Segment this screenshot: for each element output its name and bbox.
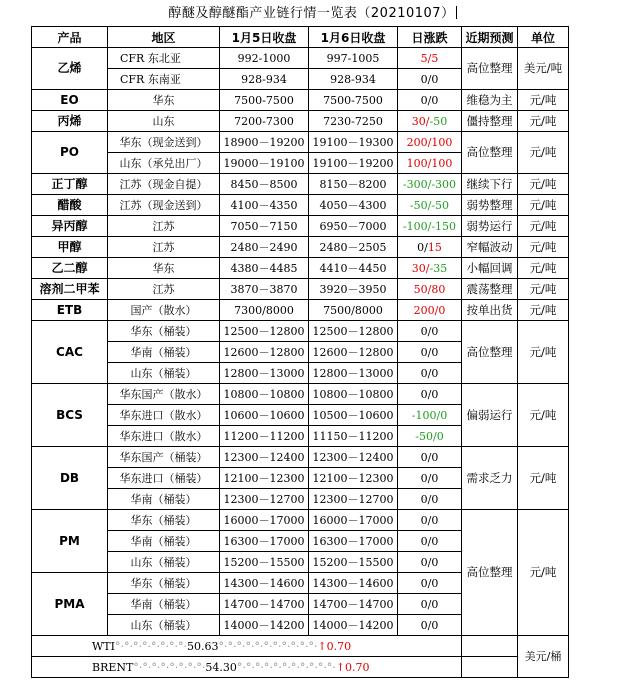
forecast-cell: 需求乏力 <box>462 447 518 510</box>
jan6-close-cell: 12300－12400 <box>309 447 398 468</box>
daily-change-cell <box>398 111 462 132</box>
jan5-close-cell: 19000－19100 <box>220 153 309 174</box>
jan6-close-cell: 16300－17000 <box>309 531 398 552</box>
unit-cell: 元/吨 <box>518 132 569 174</box>
jan6-close-cell: 14700－14700 <box>309 594 398 615</box>
wti-label: WTI <box>92 639 115 653</box>
table-row <box>32 90 569 111</box>
wti-cell <box>32 636 462 657</box>
daily-change-cell: 0/0 <box>398 342 462 363</box>
jan5-close-cell: 12300－12700 <box>220 489 309 510</box>
product-cell: 甲醇 <box>32 237 108 258</box>
jan6-close-cell: 14000－14200 <box>309 615 398 636</box>
jan6-close-cell: 11150－11200 <box>309 426 398 447</box>
daily-change-cell: 0/0 <box>398 531 462 552</box>
unit-cell: 元/吨 <box>518 321 569 384</box>
jan5-close-cell: 992-1000 <box>220 48 309 69</box>
jan5-close-cell: 12300－12400 <box>220 447 309 468</box>
product-cell: PO <box>32 132 108 174</box>
header-forecast: 近期预测 <box>462 27 518 48</box>
region-cell: CFR 东北亚 <box>108 48 220 69</box>
region-cell: 华东 <box>108 90 220 111</box>
jan5-close-cell: 4100－4350 <box>220 195 309 216</box>
product-cell: 正丁醇 <box>32 174 108 195</box>
change-up: 30 <box>411 261 426 275</box>
product-cell: 醋酸 <box>32 195 108 216</box>
header-region: 地区 <box>108 27 220 48</box>
jan6-close-cell: 16000－17000 <box>309 510 398 531</box>
region-cell: 华南（桶装） <box>108 531 220 552</box>
jan6-close-cell: 12600－12800 <box>309 342 398 363</box>
price-table-body <box>32 27 569 678</box>
jan5-close-cell: 7300/8000 <box>220 300 309 321</box>
jan6-close-cell: 15200－15500 <box>309 552 398 573</box>
product-cell: 异丙醇 <box>32 216 108 237</box>
product-cell: PMA <box>32 573 108 636</box>
product-cell: 乙烯 <box>32 48 108 90</box>
wti-value: 50.63 <box>186 639 219 653</box>
region-cell: 华东进口（桶装） <box>108 468 220 489</box>
forecast-cell: 弱势运行 <box>462 216 518 237</box>
region-cell: 江苏 <box>108 237 220 258</box>
jan5-close-cell: 14700－14700 <box>220 594 309 615</box>
jan6-close-cell: 14300－14600 <box>309 573 398 594</box>
text-cursor <box>456 6 457 19</box>
dot-leader: °·°·°·°·°·°·°·°· <box>115 639 187 653</box>
product-cell: 溶剂二甲苯 <box>32 279 108 300</box>
unit-cell: 元/吨 <box>518 216 569 237</box>
brent-value: 54.30 <box>205 660 237 674</box>
product-cell: BCS <box>32 384 108 447</box>
jan5-close-cell: 12800－13000 <box>220 363 309 384</box>
table-row <box>32 300 569 321</box>
jan6-close-cell: 8150－8200 <box>309 174 398 195</box>
brent-cell <box>32 657 462 678</box>
jan6-close-cell: 928-934 <box>309 69 398 90</box>
region-cell: 山东（桶装） <box>108 363 220 384</box>
jan6-close-cell: 6950－7000 <box>309 216 398 237</box>
page-title <box>0 2 625 21</box>
jan6-close-cell: 7230-7250 <box>309 111 398 132</box>
wti-row <box>32 636 569 657</box>
region-cell: 华南（桶装） <box>108 489 220 510</box>
product-cell: ETB <box>32 300 108 321</box>
region-cell: 华东（桶装） <box>108 573 220 594</box>
region-cell: 江苏（现金送到） <box>108 195 220 216</box>
forecast-cell: 震荡整理 <box>462 279 518 300</box>
jan5-close-cell: 3870－3870 <box>220 279 309 300</box>
change-up: 30 <box>411 114 426 128</box>
daily-change-cell <box>398 258 462 279</box>
jan6-close-cell: 997-1005 <box>309 48 398 69</box>
jan5-close-cell: 7500-7500 <box>220 90 309 111</box>
daily-change-cell: 0/0 <box>398 468 462 489</box>
jan5-close-cell: 7050－7150 <box>220 216 309 237</box>
blank-cell <box>462 657 518 678</box>
daily-change-cell: 0/0 <box>398 489 462 510</box>
jan6-close-cell: 2480－2505 <box>309 237 398 258</box>
forecast-cell: 维稳为主 <box>462 90 518 111</box>
region-cell: 华东进口（散水） <box>108 405 220 426</box>
header-unit: 单位 <box>518 27 569 48</box>
table-row <box>32 48 569 69</box>
change-up: 15 <box>427 240 442 254</box>
forecast-cell: 高位整理 <box>462 510 518 636</box>
crude-unit-cell: 美元/桶 <box>518 636 569 678</box>
daily-change-cell: 0/0 <box>398 69 462 90</box>
table-row <box>32 195 569 216</box>
jan5-close-cell: 12500－12800 <box>220 321 309 342</box>
unit-cell: 元/吨 <box>518 384 569 447</box>
region-cell: 山东（桶装） <box>108 552 220 573</box>
table-row <box>32 132 569 153</box>
forecast-cell: 偏弱运行 <box>462 384 518 447</box>
unit-cell: 元/吨 <box>518 279 569 300</box>
region-cell: 华南（桶装） <box>108 342 220 363</box>
unit-cell: 元/吨 <box>518 111 569 132</box>
table-row <box>32 321 569 342</box>
jan5-close-cell: 928-934 <box>220 69 309 90</box>
jan5-close-cell: 14000－14200 <box>220 615 309 636</box>
daily-change-cell: 0/0 <box>398 384 462 405</box>
unit-cell: 元/吨 <box>518 90 569 111</box>
unit-cell: 元/吨 <box>518 510 569 636</box>
header-product: 产品 <box>32 27 108 48</box>
daily-change-cell: -50/0 <box>398 426 462 447</box>
jan5-close-cell: 4380－4485 <box>220 258 309 279</box>
forecast-cell: 小幅回调 <box>462 258 518 279</box>
region-cell: 华南（桶装） <box>108 594 220 615</box>
table-row <box>32 510 569 531</box>
jan5-close-cell: 12600－12800 <box>220 342 309 363</box>
change-down: -50 <box>429 114 448 128</box>
brent-label: BRENT <box>92 660 134 674</box>
daily-change-cell <box>398 237 462 258</box>
product-cell: DB <box>32 447 108 510</box>
brent-row <box>32 657 569 678</box>
change-down: -35 <box>429 261 448 275</box>
jan6-close-cell: 3920－3950 <box>309 279 398 300</box>
daily-change-cell: 0/0 <box>398 615 462 636</box>
jan5-close-cell: 10800－10800 <box>220 384 309 405</box>
jan6-close-cell: 10500－10600 <box>309 405 398 426</box>
dot-leader: °·°·°·°·°·°·°·°·°·°·°· <box>236 660 336 674</box>
region-cell: 山东（桶装） <box>108 615 220 636</box>
header-row <box>32 27 569 48</box>
table-row <box>32 216 569 237</box>
daily-change-cell: 0/0 <box>398 447 462 468</box>
unit-cell: 元/吨 <box>518 237 569 258</box>
region-cell: 华东国产（桶装） <box>108 447 220 468</box>
change-plain: 0/ <box>417 240 428 254</box>
region-cell: 江苏（现金自提） <box>108 174 220 195</box>
daily-change-cell: -100/0 <box>398 405 462 426</box>
jan6-close-cell: 19100－19300 <box>309 132 398 153</box>
jan5-close-cell: 16000－17000 <box>220 510 309 531</box>
region-cell: 华东 <box>108 258 220 279</box>
forecast-cell: 高位整理 <box>462 321 518 384</box>
table-row <box>32 279 569 300</box>
region-cell: 华东国产（散水） <box>108 384 220 405</box>
table-row <box>32 447 569 468</box>
daily-change-cell: 0/0 <box>398 363 462 384</box>
product-cell: EO <box>32 90 108 111</box>
jan5-close-cell: 18900－19200 <box>220 132 309 153</box>
forecast-cell: 按单出货 <box>462 300 518 321</box>
jan6-close-cell: 19100－19200 <box>309 153 398 174</box>
table-row <box>32 111 569 132</box>
jan5-close-cell: 16300－17000 <box>220 531 309 552</box>
unit-cell: 美元/吨 <box>518 48 569 90</box>
jan6-close-cell: 7500-7500 <box>309 90 398 111</box>
product-cell: PM <box>32 510 108 573</box>
daily-change-cell: 0/0 <box>398 552 462 573</box>
jan5-close-cell: 14300－14600 <box>220 573 309 594</box>
jan6-close-cell: 12800－13000 <box>309 363 398 384</box>
daily-change-cell: 100/100 <box>398 153 462 174</box>
jan5-close-cell: 8450－8500 <box>220 174 309 195</box>
daily-change-cell: 0/0 <box>398 594 462 615</box>
unit-cell: 元/吨 <box>518 174 569 195</box>
forecast-cell: 继续下行 <box>462 174 518 195</box>
title-text: 醇醚及醇醚酯产业链行情一览表（20210107） <box>168 6 455 21</box>
header-change: 日涨跌 <box>398 27 462 48</box>
daily-change-cell: -50/-50 <box>398 195 462 216</box>
region-cell: 山东（承兑出厂） <box>108 153 220 174</box>
jan6-close-cell: 7500/8000 <box>309 300 398 321</box>
jan6-close-cell: 12500－12800 <box>309 321 398 342</box>
region-cell: CFR 东南亚 <box>108 69 220 90</box>
daily-change-cell: 5/5 <box>398 48 462 69</box>
blank-cell <box>462 636 518 657</box>
daily-change-cell: 200/100 <box>398 132 462 153</box>
product-cell: 丙烯 <box>32 111 108 132</box>
jan6-close-cell: 4050－4300 <box>309 195 398 216</box>
daily-change-cell: -300/-300 <box>398 174 462 195</box>
unit-cell: 元/吨 <box>518 258 569 279</box>
jan5-close-cell: 2480－2490 <box>220 237 309 258</box>
change-separator: / <box>425 261 430 275</box>
forecast-cell: 窄幅波动 <box>462 237 518 258</box>
price-table <box>31 26 569 678</box>
daily-change-cell: 0/0 <box>398 90 462 111</box>
region-cell: 华东进口（散水） <box>108 426 220 447</box>
forecast-cell: 僵持整理 <box>462 111 518 132</box>
dot-leader: °·°·°·°·°·°·°·°· <box>133 660 206 674</box>
header-jan6: 1月6日收盘 <box>309 27 398 48</box>
region-cell: 江苏 <box>108 279 220 300</box>
forecast-cell: 高位整理 <box>462 48 518 90</box>
jan6-close-cell: 4410－4450 <box>309 258 398 279</box>
table-row <box>32 237 569 258</box>
product-cell: CAC <box>32 321 108 384</box>
header-jan5: 1月5日收盘 <box>220 27 309 48</box>
unit-cell: 元/吨 <box>518 447 569 510</box>
table-row <box>32 174 569 195</box>
jan5-close-cell: 10600－10600 <box>220 405 309 426</box>
daily-change-cell: 0/0 <box>398 573 462 594</box>
change-separator: / <box>425 114 430 128</box>
daily-change-cell: 200/0 <box>398 300 462 321</box>
daily-change-cell: 0/0 <box>398 321 462 342</box>
daily-change-cell: -100/-150 <box>398 216 462 237</box>
region-cell: 江苏 <box>108 216 220 237</box>
unit-cell: 元/吨 <box>518 195 569 216</box>
region-cell: 山东 <box>108 111 220 132</box>
daily-change-cell: 0/0 <box>398 510 462 531</box>
daily-change-cell: 50/80 <box>398 279 462 300</box>
unit-cell: 元/吨 <box>518 300 569 321</box>
wti-change: ↑0.70 <box>317 639 352 653</box>
jan5-close-cell: 12100－12300 <box>220 468 309 489</box>
region-cell: 华东（桶装） <box>108 510 220 531</box>
region-cell: 国产（散水） <box>108 300 220 321</box>
jan5-close-cell: 11200－11200 <box>220 426 309 447</box>
product-cell: 乙二醇 <box>32 258 108 279</box>
table-row <box>32 384 569 405</box>
region-cell: 华东（现金送到） <box>108 132 220 153</box>
jan6-close-cell: 12100－12300 <box>309 468 398 489</box>
forecast-cell: 弱势整理 <box>462 195 518 216</box>
jan6-close-cell: 10800－10800 <box>309 384 398 405</box>
region-cell: 华东（桶装） <box>108 321 220 342</box>
dot-leader: °·°·°·°·°·°·°·°·°·°·°· <box>218 639 318 653</box>
jan6-close-cell: 12300－12700 <box>309 489 398 510</box>
jan5-close-cell: 15200－15500 <box>220 552 309 573</box>
jan5-close-cell: 7200-7300 <box>220 111 309 132</box>
forecast-cell: 高位整理 <box>462 132 518 174</box>
table-row <box>32 258 569 279</box>
brent-change: ↑0.70 <box>335 660 370 674</box>
